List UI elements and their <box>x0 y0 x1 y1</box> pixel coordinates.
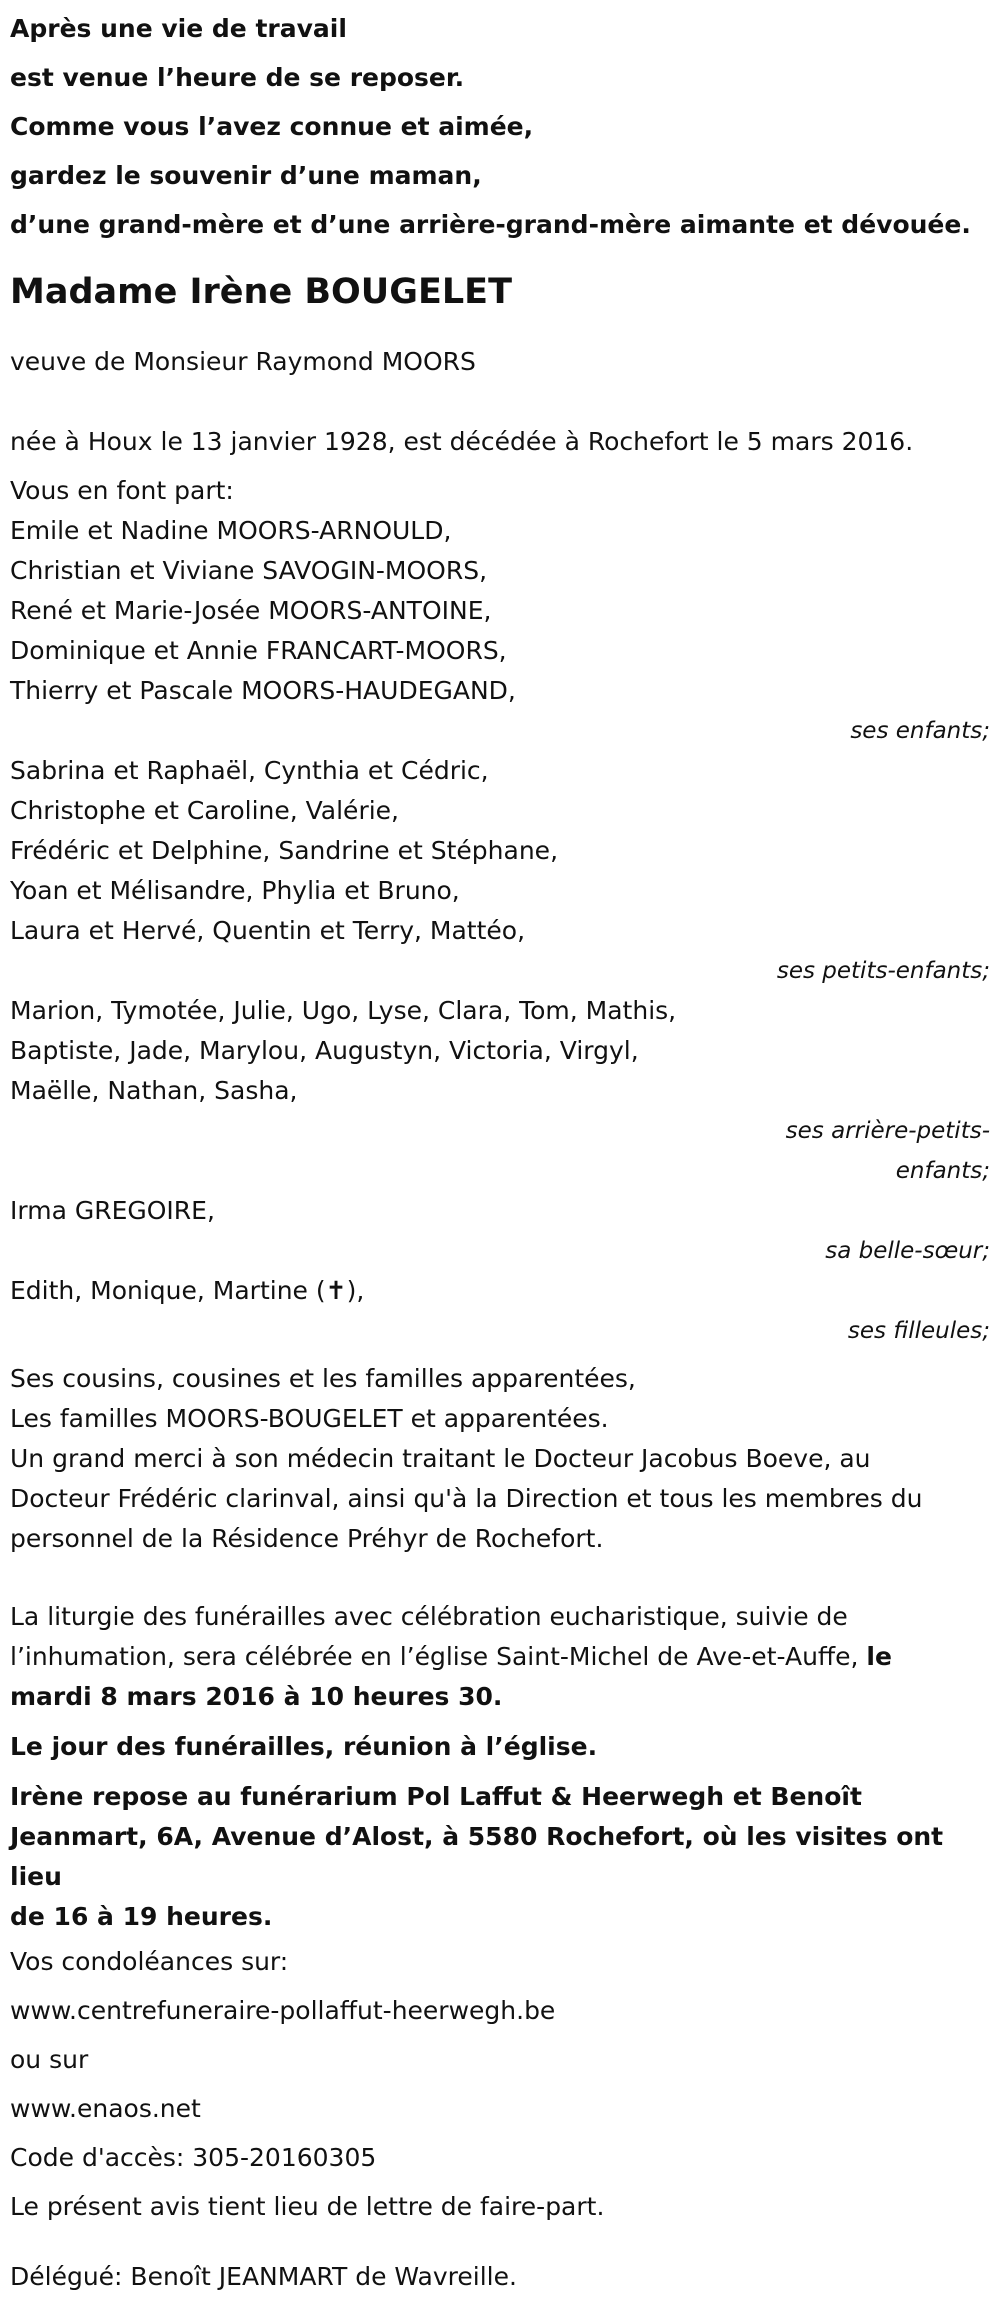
intro-line: est venue l’heure de se reposer. <box>10 63 465 92</box>
family-section <box>10 471 990 1559</box>
relation-label-goddaughters: ses filleules; <box>847 1318 990 1344</box>
relation-label-children: ses enfants; <box>850 718 990 744</box>
liturgy-text: l’inhumation, sera célébrée en l’église Saint-Michel de Ave-et-Auffe, <box>10 1642 867 1671</box>
liturgy-line <box>10 1637 990 1677</box>
intro-line: Après une vie de travail <box>10 14 347 43</box>
goddaughters-group <box>10 1271 990 1351</box>
family-name-line: Yoan et Mélisandre, Phylia et Bruno, <box>10 876 460 905</box>
rest-line: Jeanmart, 6A, Avenue d’Alost, à 5580 Rochefort, où les visites ont lieu <box>10 1822 944 1891</box>
thanks-line: personnel de la Résidence Préhyr de Rochefort. <box>10 1524 604 1553</box>
condolences-block <box>10 1937 990 2231</box>
family-name-line: René et Marie-Josée MOORS-ANTOINE, <box>10 596 492 625</box>
rest-line: de 16 à 19 heures. <box>10 1902 273 1931</box>
intro-line: d’une grand-mère et d’une arrière-grand-mère aimante et dévouée. <box>10 210 971 239</box>
liturgy-block <box>10 1597 990 1717</box>
children-group <box>10 511 990 751</box>
liturgy-line: La liturgie des funérailles avec célébration eucharistique, suivie de <box>10 1602 848 1631</box>
family-name-line: Christophe et Caroline, Valérie, <box>10 796 399 825</box>
rest-block <box>10 1777 990 1937</box>
family-name-line: Baptiste, Jade, Marylou, Augustyn, Victoria, Virgyl, <box>10 1036 639 1065</box>
birth-death-line: née à Houx le 13 janvier 1928, est décédée à Rochefort le 5 mars 2016. <box>10 427 914 456</box>
thanks-line: Docteur Frédéric clarinval, ainsi qu'à la Direction et tous les membres du <box>10 1484 923 1513</box>
thanks-line: Un grand merci à son médecin traitant le Docteur Jacobus Boeve, au <box>10 1444 871 1473</box>
great-grandchildren-group <box>10 991 990 1191</box>
relation-label-great-grandchildren: ses arrière-petits-enfants; <box>785 1118 990 1184</box>
family-name-line: Edith, Monique, Martine (✝), <box>10 1276 365 1305</box>
relation-label-sister-in-law: sa belle-sœur; <box>825 1238 990 1264</box>
condolences-label: Vos condoléances sur: <box>10 1947 289 1976</box>
family-name-line: Sabrina et Raphaël, Cynthia et Cédric, <box>10 756 489 785</box>
sister-in-law-group <box>10 1191 990 1271</box>
condolences-or: ou sur <box>10 2045 89 2074</box>
family-name-line: Frédéric et Delphine, Sandrine et Stéphane, <box>10 836 559 865</box>
relation-label-grandchildren: ses petits-enfants; <box>776 958 990 984</box>
liturgy-date-start: le <box>866 1642 892 1671</box>
enaos-site-link[interactable]: www.enaos.net <box>10 2094 201 2123</box>
intro-line: gardez le souvenir d’une maman, <box>10 161 482 190</box>
family-name-line: Dominique et Annie FRANCART-MOORS, <box>10 636 507 665</box>
intro-line: Comme vous l’avez connue et aimée, <box>10 112 534 141</box>
thanks-line: Les familles MOORS-BOUGELET et apparentées. <box>10 1404 609 1433</box>
thanks-line: Ses cousins, cousines et les familles apparentées, <box>10 1364 636 1393</box>
access-code: Code d'accès: 305-20160305 <box>10 2143 377 2172</box>
delegate-line: Délégué: Benoît JEANMART de Wavreille. <box>10 2262 517 2291</box>
family-name-line: Christian et Viviane SAVOGIN-MOORS, <box>10 556 488 585</box>
grandchildren-group <box>10 751 990 991</box>
family-name-line: Thierry et Pascale MOORS-HAUDEGAND, <box>10 676 516 705</box>
family-name-line: Maëlle, Nathan, Sasha, <box>10 1076 298 1105</box>
family-name-line: Emile et Nadine MOORS-ARNOULD, <box>10 516 452 545</box>
deceased-name: Madame Irène BOUGELET <box>10 272 512 312</box>
thanks-block <box>10 1359 990 1559</box>
notice-line: Le présent avis tient lieu de lettre de faire-part. <box>10 2192 605 2221</box>
liturgy-date: mardi 8 mars 2016 à 10 heures 30. <box>10 1682 503 1711</box>
family-name-line: Marion, Tymotée, Julie, Ugo, Lyse, Clara, Tom, Mathis, <box>10 996 677 1025</box>
intro-poem <box>10 4 990 249</box>
announce-line: Vous en font part: <box>10 476 234 505</box>
family-name-line: Irma GREGOIRE, <box>10 1196 215 1225</box>
condolences-site-link[interactable]: www.centrefuneraire-pollaffut-heerwegh.be <box>10 1996 556 2025</box>
meeting-line: Le jour des funérailles, réunion à l’église. <box>10 1732 598 1761</box>
widow-line: veuve de Monsieur Raymond MOORS <box>10 347 476 376</box>
rest-line: Irène repose au funérarium Pol Laffut & Heerwegh et Benoît <box>10 1782 862 1811</box>
family-name-line: Laura et Hervé, Quentin et Terry, Mattéo, <box>10 916 526 945</box>
